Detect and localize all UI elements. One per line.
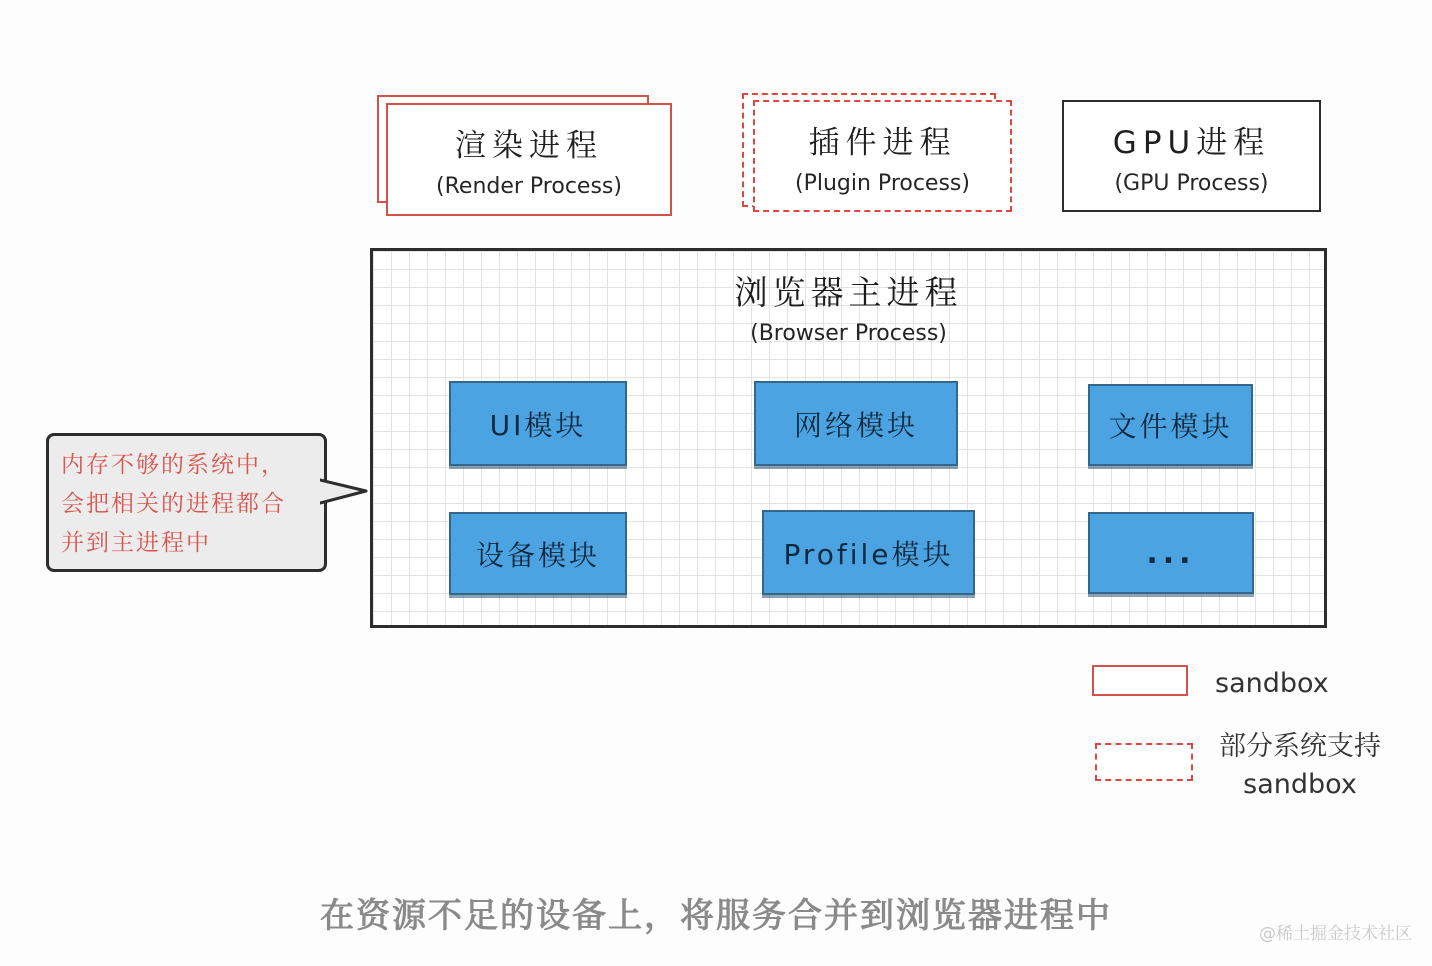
module-more: ... (1088, 512, 1254, 594)
legend-partial-sandbox-label (1205, 728, 1395, 804)
plugin-process-box (753, 100, 1012, 212)
legend-sandbox-swatch (1092, 665, 1188, 696)
browser-process-subtitle: (Browser Process) (750, 321, 947, 346)
callout-bubble (46, 433, 327, 572)
render-process-box (386, 103, 672, 216)
browser-process-container (370, 248, 1327, 628)
legend-sandbox-label: sandbox (1215, 668, 1329, 699)
callout-tail-arrow (320, 478, 370, 506)
render-process-title: 渲染进程 (455, 128, 603, 164)
render-process-subtitle: (Render Process) (436, 174, 622, 199)
plugin-process-subtitle: (Plugin Process) (795, 170, 970, 196)
plugin-process-title: 插件进程 (808, 124, 957, 161)
callout-line-2: 会把相关的进程都合 (61, 491, 286, 517)
module-network: 网络模块 (754, 381, 958, 466)
module-profile: Profile模块 (762, 510, 975, 595)
module-ui: UI模块 (449, 381, 627, 466)
diagram-caption: 在资源不足的设备上，将服务合并到浏览器进程中 (320, 896, 1112, 936)
gpu-process-box (1062, 100, 1321, 212)
gpu-process-title: GPU进程 (1112, 124, 1271, 161)
callout-line-3: 并到主进程中 (61, 530, 211, 556)
watermark-text: @稀土掘金技术社区 (1259, 924, 1412, 944)
module-device: 设备模块 (449, 512, 627, 595)
legend-partial-sandbox-label-line1: 部分系统支持 (1219, 731, 1381, 762)
legend-partial-sandbox-swatch (1095, 743, 1193, 781)
callout-line-1: 内存不够的系统中， (61, 452, 286, 478)
gpu-process-subtitle: (GPU Process) (1114, 170, 1269, 196)
legend-partial-sandbox-label-line2: sandbox (1243, 769, 1357, 800)
browser-process-title: 浏览器主进程 (734, 273, 963, 312)
module-file: 文件模块 (1088, 384, 1253, 466)
